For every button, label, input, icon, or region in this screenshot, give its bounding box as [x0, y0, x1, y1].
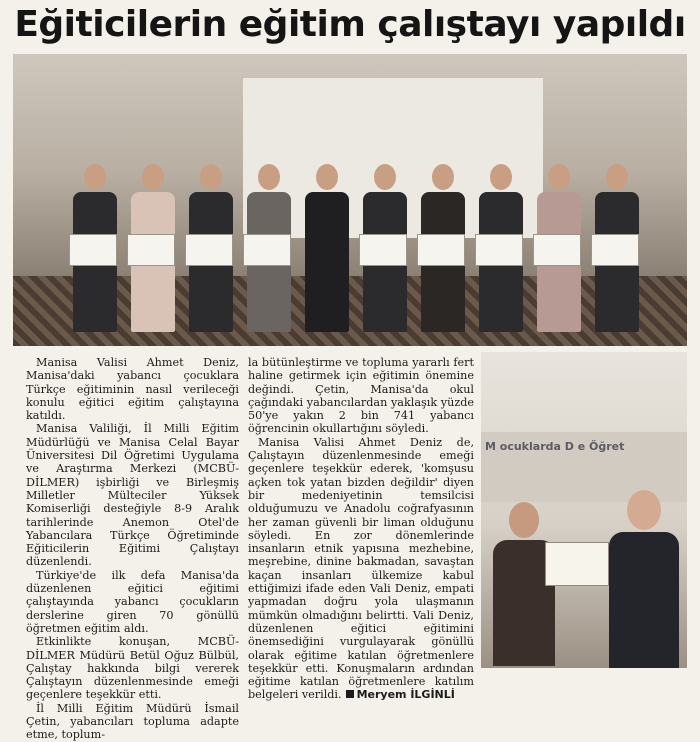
photo-person	[73, 164, 117, 332]
certificate	[545, 542, 609, 586]
paragraph-text: Manisa Valisi Ahmet Deniz de, Çalıştayın düzenlenmesinde emeği geçenlere teşekkür ederek, 'komşusu açken tok yatan bizden değildir' diyen bir medeniyetinin temsilcisi olduğumuzu ve Anadolu coğrafyasının her zaman güvenli bir liman olduğunu söyledi. En zor dönemlerinde insanların etnik yapısına mezhebine, meşrebine, dinine bakmadan, savaştan kaçan insanları ülkemize kabul ettiğimizi ifade eden Vali Deniz, empati yapmadan doğru yola ulaşmanın mümkün olmadığını belirtti. Vali Deniz, düzenlenen eğitici eğitimini önemsediğini vurgulayarak gönüllü olarak eğitime katılan öğretmenlere teşekkür etti. Konuşmaların ardından eğitime katılan öğretmenlere katılım belgeleri verildi.	[248, 435, 474, 702]
photo-person	[189, 164, 233, 332]
paragraph: la bütünleştirme ve topluma yararlı fert haline getirmek için eğitimin önemine değindi. Çetin, Manisa'da okul çağındaki yabancılardan yaklaşık yüzde 50'ye yakın 2 bin 741 yabancı öğrencinin okullartığını söyledi.	[248, 356, 474, 436]
byline: Meryem İLGİNLİ	[356, 688, 455, 702]
paragraph: Manisa Valisi Ahmet Deniz, Manisa'daki yabancı çocuklara Türkçe eğitiminin nasıl verileceği konulu eğitici eğitim çalıştayına katıldı.	[26, 356, 239, 423]
article-column-1	[26, 356, 239, 742]
headline: Eğiticilerin eğitim çalıştayı yapıldı	[14, 4, 686, 45]
photo-person	[247, 164, 291, 332]
photo-person	[421, 164, 465, 332]
photo-person	[363, 164, 407, 332]
paragraph: Türkiye'de ilk defa Manisa'da düzenlenen eğitici eğitimi çalıştayında yabancı çocukların derslerine giren 70 gönüllü öğretmen eğitim aldı.	[26, 568, 239, 635]
paragraph: Manisa Valiliği, İl Milli Eğitim Müdürlüğü ve Manisa Celal Bayar Üniversitesi Dil Öğretimi Uygulama ve Araştırma Merkezi (MCBÜ-DİLMER) işbirliği ve Birleşmiş Milletler Mülteciler Yüksek Komiserliği desteğiyle 8-9 Aralık tarihlerinde Anemon Otel'de Yabancılara Türkçe Öğretiminde Eğiticilerin Eğitimi Çalıştayı düzenlendi.	[26, 422, 239, 569]
photo-person	[537, 164, 581, 332]
paragraph	[248, 436, 474, 702]
main-photo	[13, 54, 687, 346]
photo-person	[131, 164, 175, 332]
side-photo	[481, 352, 687, 668]
photo-person	[479, 164, 523, 332]
photo-person	[305, 164, 349, 332]
byline-square-icon	[346, 690, 354, 698]
paragraph: Etkinlikte konuşan, MCBÜ-DİLMER Müdürü Betül Oğuz Bülbül, Çalıştay hakkında bilgi vererek Çalıştayın düzenlenmesinde emeği geçenlere teşekkür etti.	[26, 635, 239, 702]
article-column-2	[248, 356, 474, 702]
photo-person	[595, 164, 639, 332]
photo-person	[609, 490, 679, 668]
photo-banner: M ocuklarda D e Öğret	[481, 432, 687, 502]
paragraph: İl Milli Eğitim Müdürü İsmail Çetin, yabancıları topluma adapte etme, toplum-	[26, 701, 239, 742]
